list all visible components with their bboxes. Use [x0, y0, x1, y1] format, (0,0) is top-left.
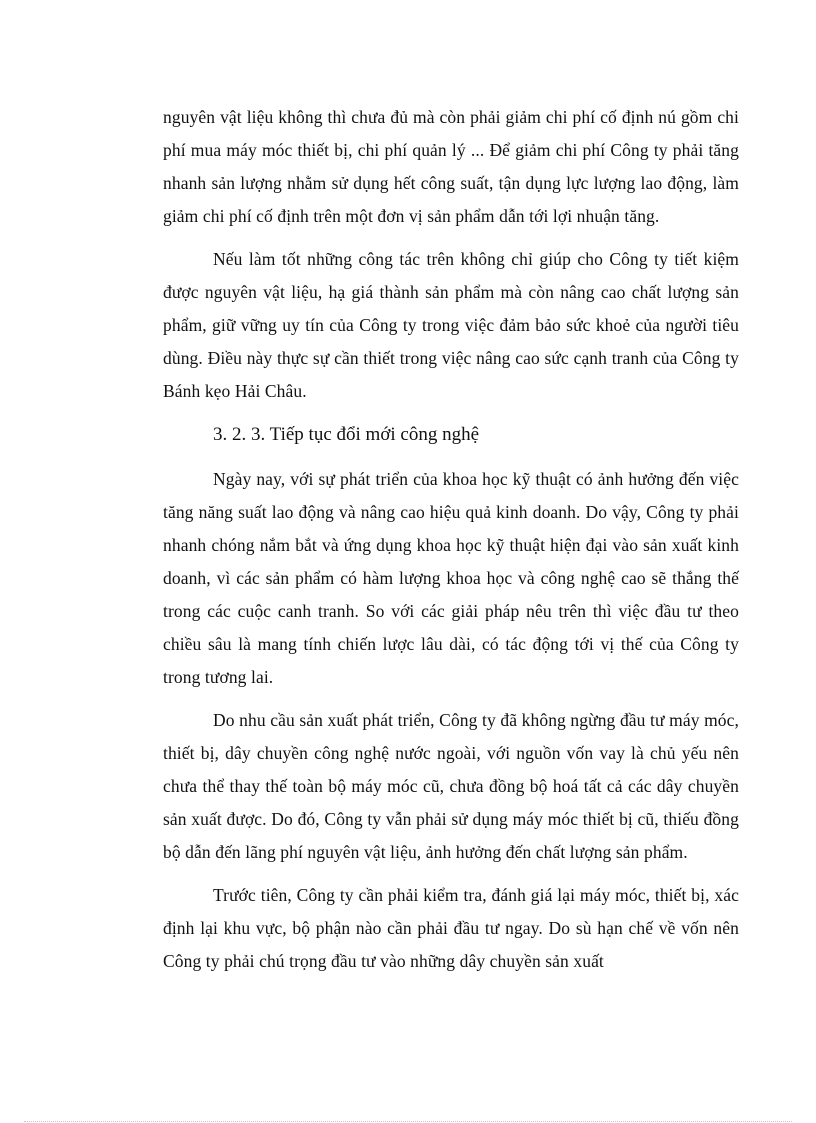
paragraph: Do nhu cầu sản xuất phát triển, Công ty đã không ngừng đầu tư máy móc, thiết bị, dây chuyền công nghệ nước ngoài, với nguồn vốn vay là chủ yếu nên chưa thể thay thế toàn bộ máy móc cũ, chưa đồng bộ hoá tất cả các dây chuyền sản xuất được. Do đó, Công ty vẫn phải sử dụng máy móc thiết bị cũ, thiếu đồng bộ dẫn đến lãng phí nguyên vật liệu, ảnh hưởng đến chất lượng sản phẩm. [163, 710, 739, 862]
paragraph-continuation: nguyên vật liệu không thì chưa đủ mà còn phải giảm chi phí cố định nú gồm chi phí mua máy móc thiết bị, chi phí quản lý ... Để giảm chi phí Công ty phải tăng nhanh sản lượng nhằm sử dụng hết công suất, tận dụng lực lượng lao động, làm giảm chi phí cố định trên một đơn vị sản phẩm dẫn tới lợi nhuận tăng. [163, 107, 739, 226]
paragraph: Nếu làm tốt những công tác trên không chỉ giúp cho Công ty tiết kiệm được nguyên vật liệu, hạ giá thành sản phẩm mà còn nâng cao chất lượng sản phẩm, giữ vững uy tín của Công ty trong việc đảm bảo sức khoẻ của người tiêu dùng. Điều này thực sự cần thiết trong việc nâng cao sức cạnh tranh của Công ty Bánh kẹo Hải Châu. [163, 249, 739, 401]
paragraph: Ngày nay, với sự phát triển của khoa học kỹ thuật có ảnh hưởng đến việc tăng năng suất lao động và nâng cao hiệu quả kinh doanh. Do vậy, Công ty phải nhanh chóng nắm bắt và ứng dụng khoa học kỹ thuật hiện đại vào sản xuất kinh doanh, vì các sản phẩm có hàm lượng khoa học và công nghệ cao sẽ thắng thế trong các cuộc canh tranh. So với các giải pháp nêu trên thì việc đầu tư theo chiều sâu là mang tính chiến lược lâu dài, có tác động tới vị thế của Công ty trong tương lai. [163, 469, 739, 687]
document-body [163, 101, 739, 988]
page-bottom-divider [24, 1121, 792, 1122]
paragraph: Trước tiên, Công ty cần phải kiểm tra, đánh giá lại máy móc, thiết bị, xác định lại khu vực, bộ phận nào cần phải đầu tư ngay. Do sù hạn chế về vốn nên Công ty phải chú trọng đầu tư vào những dây chuyền sản xuất [163, 885, 739, 971]
section-heading: 3. 2. 3. Tiếp tục đổi mới công nghệ [213, 424, 480, 445]
